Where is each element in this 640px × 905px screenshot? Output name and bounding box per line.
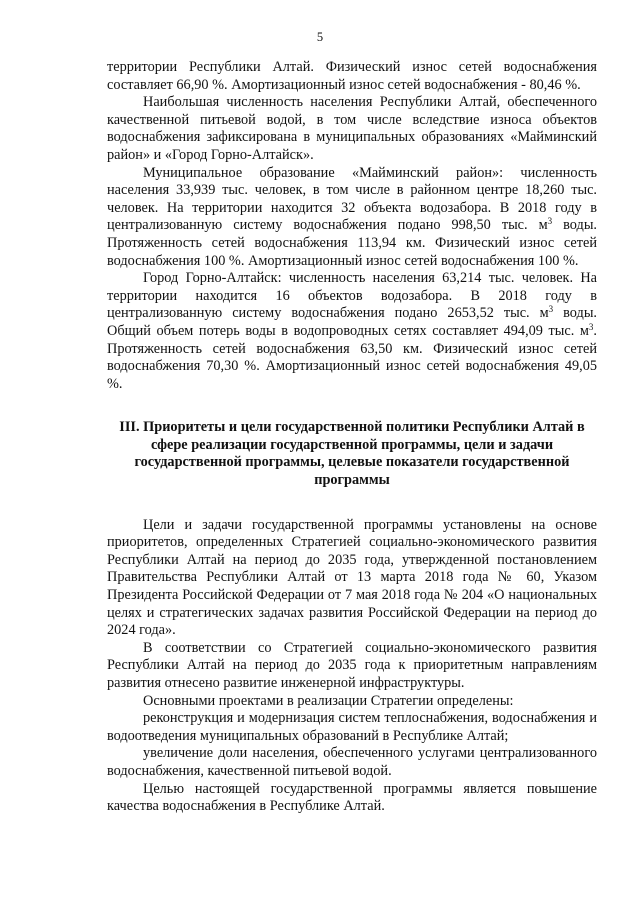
paragraph-physical-wear: территории Республики Алтай. Физический износ сетей водоснабжения составляет 66,90 %. Амортизационный износ сетей водоснабжения - 80,46 %. xyxy=(107,59,597,93)
paragraph-text: Муниципальное образование «Майминский район»: численность населения 33,939 тыс. человек, в том числе в районном центре 18,260 тыс. человек. На территории находится 32 объекта водозабора. В 2018 году в централизованную систему водоснабжения подано 998,50 тыс. м xyxy=(107,164,597,234)
document-body xyxy=(107,59,597,816)
section-title: III. Приоритеты и цели государственной политики Республики Алтай в сфере реализации государственной программы, цели и задачи государственной программы, целевые показатели государственной программы xyxy=(119,419,585,489)
paragraph-largest-population: Наибольшая численность населения Республики Алтай, обеспеченного качественной питьевой водой, в том числе вследствие износа объектов водоснабжения зафиксирована в муниципальных образованиях «Майминский район» и «Город Горно-Алтайск». xyxy=(107,94,597,163)
page-number: 5 xyxy=(316,30,324,44)
superscript: 3 xyxy=(548,304,554,315)
paragraph-text: . Протяженность сетей водоснабжения 63,50 км. Физический износ сетей водоснабжения 70,30 %. Амортизационный износ сетей водоснабжения 49,05 %. xyxy=(107,322,597,392)
paragraph-gorno-altaysk xyxy=(107,270,597,393)
superscript: 3 xyxy=(588,321,594,332)
paragraph-main-projects: Основными проектами в реализации Стратегии определены: xyxy=(143,692,514,709)
paragraph-text: Город Горно-Алтайск: численность населения 63,214 тыс. человек. На территории находится 16 объектов водозабора. В 2018 году в централизованную систему водоснабжения подано 2653,52 тыс. м xyxy=(107,270,597,322)
paragraph-program-goal: Целью настоящей государственной программы является повышение качества водоснабжения в Республике Алтай. xyxy=(107,780,597,815)
paragraph-text: воды. Общий объем потерь воды в водопроводных сетях составляет 494,09 тыс. м xyxy=(107,305,597,339)
paragraph-reconstruction: реконструкция и модернизация систем теплоснабжения, водоснабжения и водоотведения муниципальных образований в Республике Алтай; xyxy=(107,710,597,744)
paragraph-goals-priorities: Цели и задачи государственной программы установлены на основе приоритетов, определенных Стратегией социально-экономического развития Республики Алтай на период до 2035 года, утвержденной постановлением Правительства Республики Алтай от 13 марта 2018 года № 60, Указом Президента Российской Федерации от 7 мая 2018 года № 204 «О национальных целях и стратегических задачах развития Российской Федерации на период до 2024 года». xyxy=(107,516,597,639)
superscript: 3 xyxy=(547,216,553,227)
paragraph-strategy-priority: В соответствии со Стратегией социально-экономического развития Республики Алтай на период до 2035 года к приоритетным направлениям развития отнесено развитие инженерной инфраструктуры. xyxy=(107,639,597,691)
paragraph-population-share: увеличение доли населения, обеспеченного услугами централизованного водоснабжения, качественной питьевой водой. xyxy=(107,745,597,779)
paragraph-mayminsky-district xyxy=(107,165,597,271)
paragraph-text: воды. Протяженность сетей водоснабжения 113,94 км. Физический износ сетей водоснабжения 100 %. Амортизационный износ сетей водоснабжения 100 %. xyxy=(107,217,598,269)
